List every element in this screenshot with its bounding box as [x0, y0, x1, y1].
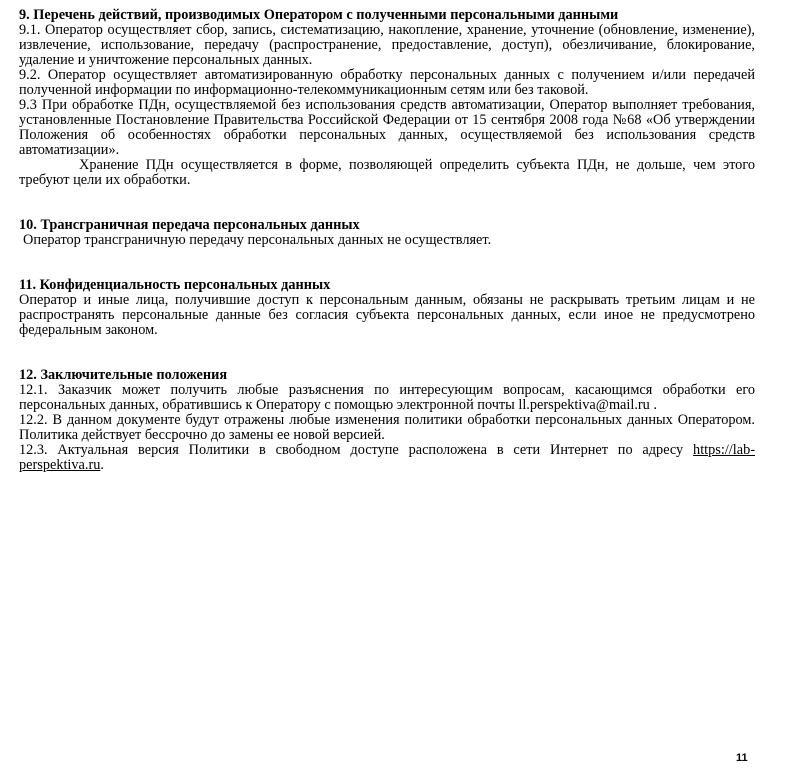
- section-12-2: 12.2. В данном документе будут отражены любые изменения политики обработки персональных данных Оператором. Политика действует бессрочно до замены ее новой версией.: [19, 412, 755, 443]
- spacer: [19, 248, 755, 278]
- section-12-3: [19, 443, 755, 473]
- section-9-1: 9.1. Оператор осуществляет сбор, запись, систематизацию, накопление, хранение, уточнение (обновление, изменение), извлечение, использование, передачу (распространение, предоставление, доступ), обезличивание, блокирование, удаление и уничтожение персональных данных.: [19, 22, 755, 68]
- section-10-text: Оператор трансграничную передачу персональных данных не осуществляет.: [23, 232, 492, 248]
- spacer: [19, 338, 755, 368]
- document-page: [19, 8, 755, 473]
- page-number: 11: [736, 752, 748, 764]
- section-9-storage: Хранение ПДн осуществляется в форме, позволяющей определить субъекта ПДн, не дольше, чем этого требуют цели их обработки.: [19, 157, 755, 188]
- section-9-2: 9.2. Оператор осуществляет автоматизированную обработку персональных данных с получением и/или передачей полученной информации по информационно-телекоммуникационным сетям или без таковой.: [19, 67, 755, 98]
- section-10-title: 10. Трансграничная передача персональных данных: [19, 217, 360, 233]
- section-12-3-text: 12.3. Актуальная версия Политики в свободном доступе расположена в сети Интернет по адресу: [19, 442, 694, 458]
- section-11-title: 11. Конфиденциальность персональных данных: [19, 277, 331, 293]
- section-12-title: 12. Заключительные положения: [19, 367, 228, 383]
- section-9-title: 9. Перечень действий, производимых Оператором с полученными персональными данными: [19, 7, 619, 23]
- section-12-3-end: .: [100, 457, 104, 473]
- section-9-3: 9.3 При обработке ПДн, осуществляемой без использования средств автоматизации, Оператор выполняет требования, установленные Постановление Правительства Российской Федерации от 15 сентября 2008 года №68 «Об утверждении Положения об особенностях обработки персональных данных, осуществляемой без использования средств автоматизации».: [19, 97, 755, 158]
- spacer: [19, 188, 755, 218]
- section-12-1: 12.1. Заказчик может получить любые разъяснения по интересующим вопросам, касающимся обработки его персональных данных, обратившись к Оператору с помощью электронной почты ll.perspektiva@mail.ru .: [19, 382, 755, 413]
- website-link[interactable]: https://lab-perspektiva.ru: [19, 442, 755, 473]
- section-11-text: Оператор и иные лица, получившие доступ к персональным данным, обязаны не раскрывать третьим лицам и не распространять персональные данные без согласия субъекта персональных данных, если иное не предусмотрено федеральным законом.: [19, 292, 755, 338]
